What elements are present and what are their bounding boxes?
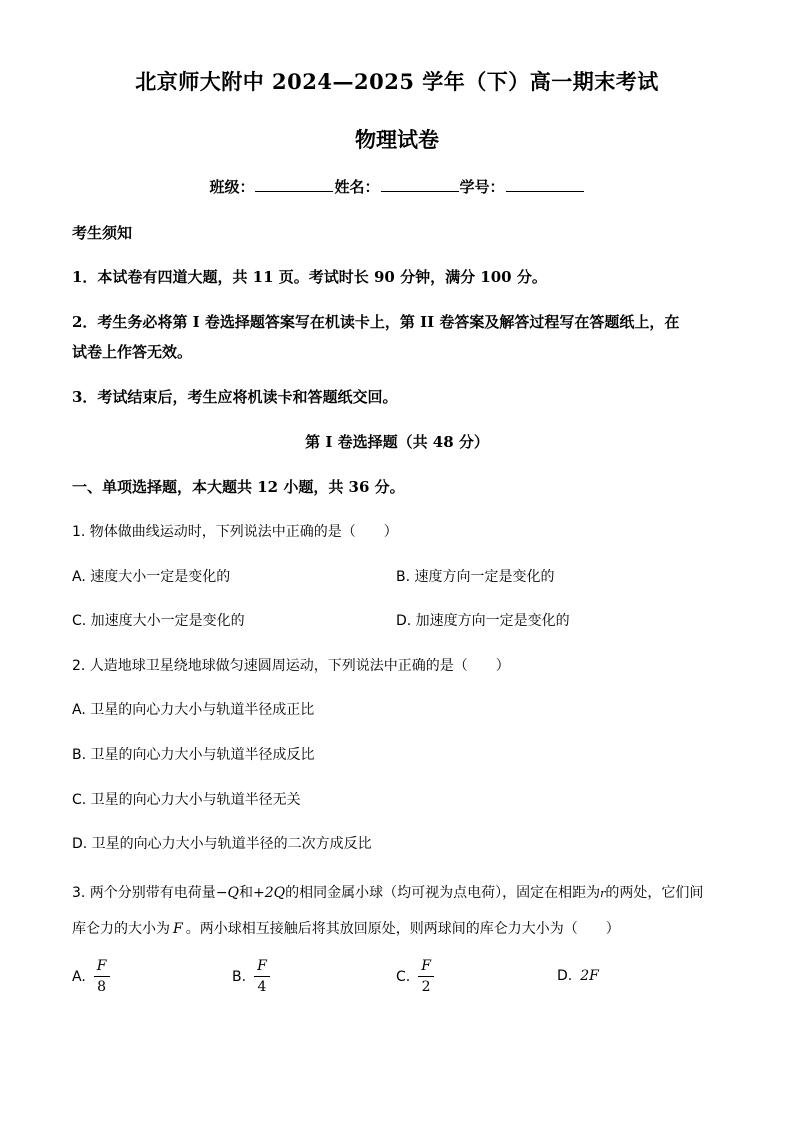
q3-stem-part4: 的两处，它们间 [605,885,704,901]
q3-option-a-numerator: F [94,958,110,977]
q3-option-b-label: B. [232,968,247,985]
q2-option-d[interactable]: D. 卫星的向心力大小与轨道半径的二次方成反比 [72,836,372,852]
q3-option-c-numerator: F [418,958,434,977]
q3-distance: r [600,887,606,900]
name-blank[interactable] [381,177,459,192]
q3-option-b[interactable] [232,958,270,995]
class-label: 班级： [209,178,255,196]
exam-title: 北京师大附中 2024—2025 学年（下）高一期末考试 [135,69,659,94]
q3-option-a-fraction [94,958,110,995]
q3-stem-part1: 3. 两个分别带有电荷量 [72,885,216,901]
q3-charge-2: +2Q [253,885,286,901]
q2-option-c[interactable]: C. 卫星的向心力大小与轨道半径无关 [72,792,301,808]
exam-subtitle: 物理试卷 [355,127,439,152]
q3-option-c-fraction [418,958,434,995]
id-label: 学号： [459,178,505,196]
q1-option-a[interactable]: A. 速度大小一定是变化的 [72,569,231,585]
q3-stem-part2: 和 [239,885,254,901]
q3-option-d[interactable] [557,968,599,984]
q2-option-a[interactable]: A. 卫星的向心力大小与轨道半径成正比 [72,702,315,718]
name-label: 姓名： [334,178,380,196]
section1-heading: 一、单项选择题，本大题共 12 小题，共 36 分。 [72,478,405,496]
q2-option-b[interactable]: B. 卫星的向心力大小与轨道半径成反比 [72,747,315,763]
q3-option-c[interactable] [396,958,434,995]
notice-item-3: 3．考试结束后，考生应将机读卡和答题纸交回。 [72,388,398,406]
q3-option-c-denominator: 2 [421,979,431,995]
q3-option-c-label: C. [396,968,411,985]
q3-stem-line-1 [72,882,703,902]
q3-stem-part3: 的相同金属小球（均可视为点电荷），固定在相距为 [285,885,601,901]
q1-option-c[interactable]: C. 加速度大小一定是变化的 [72,613,245,629]
q1-option-d[interactable]: D. 加速度方向一定是变化的 [396,613,570,629]
q3-option-a[interactable] [72,958,110,995]
q3-stem-line2-part2: 。两小球相互接触后将其放回原处，则两球间的库仑力大小为（ ） [185,921,620,937]
class-blank[interactable] [255,177,333,192]
q3-option-d-value: 2F [580,968,599,984]
q1-option-b[interactable]: B. 速度方向一定是变化的 [396,569,555,585]
q3-force: F [173,921,183,937]
q3-stem-line2-part1: 库仑力的大小为 [72,921,170,937]
q3-option-d-label: D. [557,968,573,984]
q1-stem: 1. 物体做曲线运动时，下列说法中正确的是（ ） [72,524,398,540]
notice-heading: 考生须知 [72,224,133,242]
q3-option-a-label: A. [72,968,86,985]
student-info-line [0,176,794,197]
q3-option-b-denominator: 4 [257,979,267,995]
part1-heading: 第 I 卷选择题（共 48 分） [305,433,489,451]
q3-option-b-fraction [254,958,270,995]
notice-item-1: 1．本试卷有四道大题，共 11 页。考试时长 90 分钟，满分 100 分。 [72,268,547,286]
q3-stem-line-2 [72,918,620,938]
notice-item-2-line-1: 2．考生务必将第 I 卷选择题答案写在机读卡上，第 II 卷答案及解答过程写在答题纸上，在 [72,313,680,331]
q3-option-b-numerator: F [254,958,270,977]
q3-charge-1: −Q [215,885,240,901]
notice-item-2-line-2: 试卷上作答无效。 [72,343,193,361]
id-blank[interactable] [506,177,584,192]
q3-option-a-denominator: 8 [97,979,107,995]
q2-stem: 2. 人造地球卫星绕地球做匀速圆周运动，下列说法中正确的是（ ） [72,658,510,674]
